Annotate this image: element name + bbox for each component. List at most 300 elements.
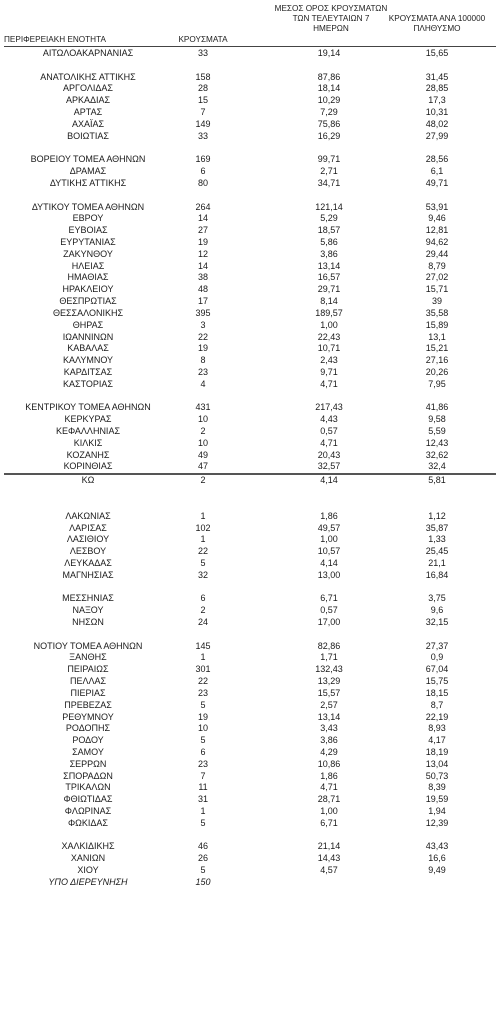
avg7-cell: 2,43 [320,355,338,366]
per100k-cell: 32,62 [425,449,449,460]
cases-cell: 80 [197,177,208,188]
cases-cell: 6 [200,593,206,604]
region-cell: ΑΙΤΩΛΟΑΚΑΡΝΑΝΙΑΣ [42,48,134,58]
per100k-cell: 49,71 [425,177,449,188]
cases-cell: 49 [197,449,208,460]
avg7-cell: 28,71 [317,794,341,805]
avg7-cell: 18,57 [317,225,341,236]
blank-row [0,499,500,511]
table-row [0,605,500,617]
per100k-cell: 16,6 [428,853,446,864]
table-row [0,296,500,308]
table-row [0,853,500,865]
region-cell: ΔΥΤΙΚΗΣ ΑΤΤΙΚΗΣ [49,177,127,188]
per100k-cell: 27,02 [425,272,449,283]
table-row [0,402,500,414]
per100k-cell: 15,65 [425,48,449,58]
table-row [0,237,500,249]
table-header [0,0,500,46]
region-cell: ΚΑΡΔΙΤΣΑΣ [63,366,113,377]
cases-cell: 1 [200,534,206,545]
table-row [0,308,500,320]
region-cell: ΕΥΡΥΤΑΝΙΑΣ [60,237,116,247]
region-cell: ΜΑΓΝΗΣΙΑΣ [62,569,114,580]
avg7-cell: 49,57 [317,522,341,533]
region-cell: ΙΩΑΝΝΙΝΩΝ [62,331,114,342]
avg7-cell: 22,43 [317,331,341,342]
per100k-cell: 48,02 [425,118,449,129]
avg7-cell: 14,43 [317,853,341,864]
cases-cell: 301 [195,664,211,675]
region-cell: ΑΝΑΤΟΛΙΚΗΣ ΑΤΤΙΚΗΣ [40,71,136,82]
cases-cell: 22 [197,546,208,557]
avg7-cell: 4,57 [320,865,338,876]
region-cell: ΦΩΚΙΔΑΣ [68,817,108,828]
per100k-cell: 9,6 [430,605,444,616]
region-cell: ΚΕΝΤΡΙΚΟΥ ΤΟΜΕΑ ΑΘΗΝΩΝ [25,402,151,413]
table-row [0,570,500,582]
avg7-cell: 1,86 [320,770,338,781]
cases-cell: 5 [200,699,206,710]
region-cell: ΠΕΛΛΑΣ [69,676,107,687]
cases-cell: 169 [195,154,211,165]
header-cases: ΚΡΟΥΣΜΑΤΑ [178,35,228,44]
cases-cell: 1 [200,652,206,663]
table-row [0,261,500,273]
avg7-cell: 34,71 [317,177,341,188]
avg7-cell: 3,86 [320,735,338,746]
cases-cell: 431 [195,402,211,413]
per100k-cell: 50,73 [425,770,449,781]
cases-cell: 5 [200,865,206,876]
region-cell: ΛΕΣΒΟΥ [69,546,107,557]
per100k-cell: 28,56 [425,154,449,165]
avg7-cell: 16,29 [317,130,341,141]
avg7-cell: 217,43 [315,402,343,413]
table-row [0,107,500,119]
table-row [0,794,500,806]
cases-cell: 150 [195,876,211,887]
table-row [0,332,500,344]
avg7-cell: 17,00 [317,617,341,627]
per100k-cell: 12,39 [425,817,449,828]
table-row [0,131,500,143]
avg7-cell: 2,57 [320,699,338,710]
cases-cell: 47 [197,461,208,472]
avg7-cell: 121,14 [315,201,343,212]
cases-cell: 38 [197,272,208,283]
cases-cell: 23 [197,366,208,377]
per100k-cell: 17,3 [428,95,446,106]
table-row [0,806,500,818]
cases-cell: 10 [197,414,208,425]
region-cell: ΦΛΩΡΙΝΑΣ [64,806,112,816]
cases-cell: 5 [200,557,206,568]
cases-cell: 2 [200,426,206,436]
region-cell: ΑΡΓΟΛΙΔΑΣ [63,83,113,94]
avg7-cell: 10,57 [317,546,341,557]
per100k-cell: 29,44 [425,248,449,259]
table-row [0,700,500,712]
cases-cell: 23 [197,687,208,698]
table-row [0,593,500,605]
cases-cell: 102 [195,522,211,533]
table-row [0,676,500,688]
blank-row [0,582,500,594]
table-row [0,379,500,391]
blank-row [0,487,500,499]
region-cell: ΠΙΕΡΙΑΣ [70,687,106,698]
cases-cell: 19 [197,711,208,722]
blank-row [0,830,500,842]
cases-cell: 22 [197,676,208,687]
cases-cell: 6 [200,746,206,757]
avg7-cell: 6,71 [320,817,338,828]
per100k-cell: 94,62 [425,237,449,247]
region-cell: ΗΡΑΚΛΕΙΟΥ [62,284,114,295]
region-cell: ΗΜΑΘΙΑΣ [67,272,109,283]
avg7-cell: 4,14 [320,557,338,568]
cases-cell: 14 [197,213,208,224]
per100k-cell: 3,75 [428,593,446,604]
table-row [0,818,500,830]
per100k-cell: 9,49 [428,865,446,876]
per100k-cell: 9,46 [428,213,446,224]
region-cell: ΔΥΤΙΚΟΥ ΤΟΜΕΑ ΑΘΗΝΩΝ [31,201,145,212]
avg7-cell: 5,29 [320,213,338,224]
table-row [0,426,500,438]
blank-row [0,143,500,155]
per100k-cell: 43,43 [425,841,449,852]
region-cell: ΣΠΟΡΑΔΩΝ [63,770,113,781]
table-row [0,712,500,724]
cases-cell: 33 [197,48,208,58]
cases-cell: 48 [197,284,208,295]
per100k-cell: 4,17 [428,735,446,746]
per100k-cell: 5,59 [428,426,446,436]
cases-cell: 264 [195,201,211,212]
avg7-cell: 4,71 [320,378,338,389]
avg7-cell: 132,43 [315,664,343,675]
avg7-cell: 29,71 [317,284,341,295]
avg7-cell: 1,71 [320,652,338,663]
cases-cell: 7 [200,770,206,781]
cases-cell: 158 [195,71,211,82]
avg7-cell: 87,86 [317,71,341,82]
avg7-cell: 32,57 [317,461,341,472]
avg7-cell: 7,29 [320,107,338,118]
cases-cell: 8 [200,355,206,366]
avg7-cell: 99,71 [317,154,341,165]
cases-cell: 149 [195,118,211,129]
table-row [0,320,500,332]
per100k-cell: 6,1 [430,166,444,177]
per100k-cell: 32,15 [425,617,449,627]
avg7-cell: 16,57 [317,272,341,283]
region-cell: ΦΘΙΩΤΙΔΑΣ [63,794,113,805]
per100k-cell: 5,81 [428,475,446,486]
region-cell: ΚΕΦΑΛΛΗΝΙΑΣ [55,426,121,436]
table-row [0,523,500,535]
avg7-cell: 13,14 [317,260,341,271]
per100k-cell: 13,1 [428,331,446,342]
cases-cell: 19 [197,343,208,354]
avg7-cell: 4,43 [320,414,338,425]
region-cell: ΧΑΛΚΙΔΙΚΗΣ [61,841,115,852]
region-cell: ΛΑΚΩΝΙΑΣ [65,510,111,521]
cases-cell: 31 [197,794,208,805]
per100k-cell: 1,94 [428,806,446,816]
table-row [0,284,500,296]
avg7-cell: 10,29 [317,95,341,106]
cases-cell: 3 [200,319,206,330]
table-row [0,119,500,131]
cases-cell: 14 [197,260,208,271]
per100k-cell: 1,12 [428,510,446,521]
per100k-cell: 12,43 [425,437,449,448]
region-cell: ΧΙΟΥ [77,865,99,876]
region-cell: ΝΑΞΟΥ [72,605,104,616]
region-cell: ΡΟΔΟΠΗΣ [65,723,111,734]
table-row [0,166,500,178]
per100k-cell: 10,31 [425,107,449,118]
per100k-cell: 18,19 [425,746,449,757]
region-cell: ΝΟΤΙΟΥ ΤΟΜΕΑ ΑΘΗΝΩΝ [33,640,143,651]
avg7-cell: 189,57 [315,307,343,318]
table-row [0,511,500,523]
per100k-cell: 28,85 [425,83,449,94]
region-cell: ΜΕΣΣΗΝΙΑΣ [62,593,114,604]
avg7-cell: 15,57 [317,687,341,698]
table-row [0,461,500,473]
avg7-cell: 82,86 [317,640,341,651]
avg7-cell: 4,71 [320,437,338,448]
per100k-cell: 35,58 [425,307,449,318]
table-row [0,688,500,700]
per100k-cell: 19,59 [425,794,449,805]
cases-cell: 46 [197,841,208,852]
table-row [0,747,500,759]
per100k-cell: 8,79 [428,260,446,271]
region-cell: ΘΕΣΣΑΛΟΝΙΚΗΣ [52,307,124,318]
per100k-cell: 41,86 [425,402,449,413]
table-row [0,641,500,653]
table-row [0,782,500,794]
region-cell: ΘΕΣΠΡΩΤΙΑΣ [59,296,117,307]
cases-cell: 145 [195,640,211,651]
avg7-cell: 0,57 [320,426,338,436]
cases-cell: 17 [197,296,208,307]
table-row [0,723,500,735]
region-cell: ΛΑΣΙΘΙΟΥ [66,534,110,545]
avg7-cell: 13,00 [317,569,341,580]
per100k-cell: 35,87 [425,522,449,533]
avg7-cell: 2,71 [320,166,338,177]
cases-cell: 26 [197,853,208,864]
avg7-cell: 1,00 [320,806,338,816]
avg7-cell: 3,43 [320,723,338,734]
per100k-cell: 16,84 [425,569,449,580]
avg7-cell: 13,14 [317,711,341,722]
region-cell: ΣΕΡΡΩΝ [69,758,107,769]
per100k-cell: 21,1 [428,557,446,568]
table-row [0,865,500,877]
avg7-cell: 75,86 [317,118,341,129]
table-row [0,414,500,426]
region-cell: ΚΑΣΤΟΡΙΑΣ [63,378,113,389]
avg7-cell: 19,14 [317,48,341,58]
table-row [0,450,500,462]
avg7-cell: 18,14 [317,83,341,94]
region-cell: ΛΑΡΙΣΑΣ [69,522,107,533]
region-cell: ΑΡΚΑΔΙΑΣ [65,95,111,106]
region-cell: ΚΟΡΙΝΘΙΑΣ [63,461,113,472]
region-cell: ΑΧΑΪΑΣ [71,118,105,129]
per100k-cell: 15,71 [425,284,449,295]
cases-cell: 22 [197,331,208,342]
per100k-cell: 31,45 [425,71,449,82]
cases-cell: 27 [197,225,208,236]
blank-row [0,629,500,641]
per100k-cell: 15,75 [425,676,449,687]
region-cell: ΚΕΡΚΥΡΑΣ [64,414,112,425]
avg7-cell: 1,00 [320,319,338,330]
cases-cell: 23 [197,758,208,769]
cases-cell: 1 [200,510,206,521]
header-divider [4,46,496,47]
avg7-cell: 1,00 [320,534,338,545]
table-row [0,249,500,261]
per100k-cell: 15,89 [425,319,449,330]
table-row [0,202,500,214]
avg7-cell: 5,86 [320,237,338,247]
region-cell: ΕΥΒΟΙΑΣ [68,225,108,236]
blank-row [0,391,500,403]
cases-cell: 24 [197,617,208,627]
cases-cell: 11 [198,782,208,793]
per100k-cell: 8,39 [428,782,446,793]
region-cell: ΧΑΝΙΩΝ [70,853,106,864]
cases-cell: 32 [197,569,208,580]
table-body [0,48,500,889]
cases-cell: 5 [200,817,206,828]
per100k-cell: 7,95 [428,378,446,389]
header-avg7: ΜΕΣΟΣ ΟΡΟΣ ΚΡΟΥΣΜΑΤΩΝ ΤΩΝ ΤΕΛΕΥΤΑΙΩΝ 7 ΗΜΕΡΩΝ [274,4,388,33]
header-region: ΠΕΡΙΦΕΡΕΙΑΚΗ ΕΝΟΤΗΤΑ [4,35,106,44]
table-row [0,546,500,558]
per100k-cell: 15,21 [425,343,449,354]
cases-cell: 33 [197,130,208,141]
cases-cell: 10 [197,723,208,734]
table-row [0,272,500,284]
cases-cell: 15 [197,95,208,106]
region-cell: ΖΑΚΥΝΘΟΥ [63,248,113,259]
per100k-cell: 67,04 [425,664,449,675]
table-row [0,475,500,487]
cases-cell: 19 [197,237,208,247]
avg7-cell: 4,29 [320,746,338,757]
table-row [0,759,500,771]
per100k-cell: 25,45 [425,546,449,557]
avg7-cell: 10,71 [317,343,341,354]
avg7-cell: 9,71 [320,366,338,377]
table-row [0,652,500,664]
avg7-cell: 10,86 [317,758,341,769]
table-row [0,617,500,629]
per100k-cell: 18,15 [425,687,449,698]
region-cell: ΕΒΡΟΥ [72,213,104,224]
per100k-cell: 12,81 [425,225,449,236]
region-cell: ΣΑΜΟΥ [72,746,104,757]
per100k-cell: 53,91 [425,201,449,212]
avg7-cell: 6,71 [320,593,338,604]
region-cell: ΛΕΥΚΑΔΑΣ [64,557,112,568]
table-row [0,213,500,225]
cases-cell: 5 [200,735,206,746]
per100k-cell: 27,37 [425,640,449,651]
blank-row [0,60,500,72]
region-cell: ΑΡΤΑΣ [73,107,103,118]
per100k-cell: 8,93 [428,723,446,734]
region-cell: ΒΟΡΕΙΟΥ ΤΟΜΕΑ ΑΘΗΝΩΝ [30,154,146,165]
region-cell: ΚΟΖΑΝΗΣ [66,449,110,460]
table-row [0,367,500,379]
per100k-cell: 20,26 [425,366,449,377]
per100k-cell: 9,58 [428,414,446,425]
table-row [0,877,500,889]
per100k-cell: 8,7 [430,699,444,710]
region-cell: ΚΑΒΑΛΑΣ [67,343,109,354]
region-cell: ΠΡΕΒΕΖΑΣ [64,699,112,710]
cases-cell: 6 [200,166,206,177]
per100k-cell: 32,4 [428,461,446,472]
avg7-cell: 21,14 [317,841,341,852]
region-cell: ΞΑΝΘΗΣ [69,652,107,663]
table-row [0,225,500,237]
cases-cell: 2 [200,475,206,486]
table-row [0,72,500,84]
cases-cell: 28 [197,83,208,94]
blank-row [0,190,500,202]
avg7-cell: 4,14 [320,475,338,486]
region-cell: ΔΡΑΜΑΣ [69,166,107,177]
table-row [0,438,500,450]
avg7-cell: 1,86 [320,510,338,521]
cases-cell: 12 [197,248,208,259]
table-row [0,735,500,747]
per100k-cell: 27,16 [425,355,449,366]
avg7-cell: 20,43 [317,449,341,460]
per100k-cell: 39 [431,296,442,307]
avg7-cell: 8,14 [320,296,338,307]
cases-cell: 4 [200,378,206,389]
per100k-cell: 27,99 [425,130,449,141]
cases-cell: 1 [200,806,206,816]
cases-cell: 395 [195,307,211,318]
table-row [0,355,500,367]
table-row [0,534,500,546]
region-cell: ΠΕΙΡΑΙΩΣ [67,664,109,675]
table-row [0,95,500,107]
table-row [0,154,500,166]
avg7-cell: 3,86 [320,248,338,259]
table-row [0,841,500,853]
region-cell: ΝΗΣΩΝ [72,617,104,627]
table-row [0,343,500,355]
per100k-cell: 0,9 [430,652,444,663]
per100k-cell: 1,33 [428,534,446,545]
region-cell: ΘΗΡΑΣ [72,319,104,330]
